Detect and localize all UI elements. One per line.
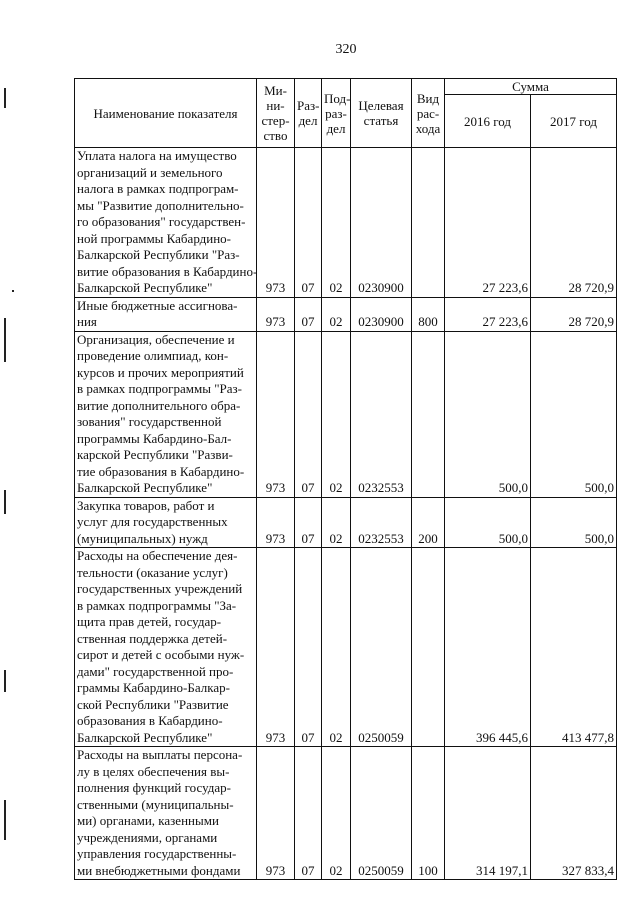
scan-artifact-dot — [12, 290, 14, 292]
row-name-line: учреждениями, органами — [77, 829, 218, 845]
row-name-line: тельности (оказание услуг) — [77, 564, 228, 580]
scan-artifact-line — [4, 318, 6, 362]
cell-target-article: 0230900 — [351, 297, 412, 331]
cell-section: 07 — [295, 548, 322, 747]
cell-ministry: 973 — [257, 297, 295, 331]
header-subsection: Под- раз- дел — [322, 79, 351, 148]
cell-subsection: 02 — [322, 297, 351, 331]
row-name-line: Организация, обеспечение и — [77, 331, 235, 347]
cell-expense-type: 800 — [412, 297, 445, 331]
cell-target-article: 0232553 — [351, 497, 412, 548]
row-name-line: Балкарской Республики "Раз- — [77, 247, 240, 262]
row-name-line: (муниципальных) нужд — [77, 530, 208, 546]
row-name-line: Закупка товаров, работ и — [77, 497, 215, 513]
cell-sum-2016: 500,0 — [445, 331, 531, 497]
cell-subsection: 02 — [322, 331, 351, 497]
header-sum: Сумма — [445, 79, 617, 95]
row-name-line: карской Республики "Разви- — [77, 447, 233, 462]
row-name-line: государственных учреждений — [77, 581, 243, 596]
header-year-2017: 2017 год — [531, 95, 617, 148]
cell-sum-2017: 28 720,9 — [531, 148, 617, 298]
cell-ministry: 973 — [257, 148, 295, 298]
row-name-line: щита прав детей, государ- — [77, 614, 222, 629]
table-body — [75, 148, 617, 880]
cell-sum-2016: 396 445,6 — [445, 548, 531, 747]
row-name-line: мы "Развитие дополнительно- — [77, 197, 244, 213]
header-target-article: Целевая статья — [351, 79, 412, 148]
row-name-line: ственная поддержка детей- — [77, 630, 228, 646]
cell-expense-type — [412, 548, 445, 747]
table-row — [75, 331, 617, 497]
table-row — [75, 747, 617, 880]
table-row — [75, 148, 617, 298]
cell-expense-type: 200 — [412, 497, 445, 548]
cell-section: 07 — [295, 747, 322, 880]
row-name — [75, 497, 257, 548]
row-name-line: услуг для государственных — [77, 514, 228, 529]
header-name: Наименование показателя — [75, 79, 257, 148]
scan-artifact-line — [4, 88, 6, 108]
row-name-line: ной программы Кабардино- — [77, 230, 232, 246]
cell-expense-type — [412, 148, 445, 298]
row-name-line: Балкарской Республике" — [77, 480, 213, 495]
cell-target-article: 0250059 — [351, 747, 412, 880]
row-name-line: го образования" государствен- — [77, 214, 246, 229]
cell-target-article: 0230900 — [351, 148, 412, 298]
cell-ministry: 973 — [257, 548, 295, 747]
table-row — [75, 548, 617, 747]
row-name-line: проведение олимпиад, кон- — [77, 348, 229, 363]
cell-sum-2016: 27 223,6 — [445, 148, 531, 298]
table-row — [75, 497, 617, 548]
cell-target-article: 0232553 — [351, 331, 412, 497]
row-name-line: витие образования в Кабардино- — [77, 263, 258, 279]
cell-sum-2017: 28 720,9 — [531, 297, 617, 331]
row-name-line: ственными (муниципальны- — [77, 796, 234, 812]
scan-artifact-line — [4, 800, 6, 840]
cell-sum-2016: 500,0 — [445, 497, 531, 548]
cell-subsection: 02 — [322, 747, 351, 880]
row-name-line: ской Республики "Развитие — [77, 696, 229, 712]
row-name-line: Балкарской Республике" — [77, 729, 213, 745]
cell-ministry: 973 — [257, 747, 295, 880]
row-name-line: в рамках подпрограммы "За- — [77, 597, 237, 613]
row-name-line: программы Кабардино-Бал- — [77, 430, 232, 446]
cell-ministry: 973 — [257, 497, 295, 548]
header-expense-type: Вид рас- хода — [412, 79, 445, 148]
row-name — [75, 331, 257, 497]
row-name-line: управления государственны- — [77, 846, 237, 861]
header-ministry: Ми- ни- стер- ство — [257, 79, 295, 148]
cell-expense-type: 100 — [412, 747, 445, 880]
cell-sum-2017: 413 477,8 — [531, 548, 617, 747]
cell-sum-2016: 27 223,6 — [445, 297, 531, 331]
cell-target-article: 0250059 — [351, 548, 412, 747]
header-year-2016: 2016 год — [445, 95, 531, 148]
row-name-line: Уплата налога на имущество — [77, 148, 237, 163]
row-name-line: курсов и прочих мероприятий — [77, 364, 244, 380]
row-name-line: Иные бюджетные ассигнова- — [77, 297, 238, 313]
row-name — [75, 297, 257, 331]
row-name-line: Балкарской Республике" — [77, 280, 213, 295]
cell-sum-2017: 327 833,4 — [531, 747, 617, 880]
page-number: 320 — [335, 42, 357, 57]
row-name — [75, 548, 257, 747]
row-name — [75, 148, 257, 298]
cell-section: 07 — [295, 148, 322, 298]
scan-artifact-line — [4, 670, 6, 692]
cell-sum-2017: 500,0 — [531, 331, 617, 497]
row-name-line: образования в Кабардино- — [77, 713, 223, 728]
row-name-line: налога в рамках подпрограм- — [77, 181, 239, 196]
row-name-line: полнения функций государ- — [77, 780, 231, 795]
row-name-line: Расходы на выплаты персона- — [77, 747, 243, 762]
cell-section: 07 — [295, 497, 322, 548]
cell-subsection: 02 — [322, 497, 351, 548]
row-name-line: сирот и детей с особыми нуж- — [77, 647, 245, 662]
table-row — [75, 297, 617, 331]
row-name-line: витие дополнительного обра- — [77, 397, 241, 413]
budget-table — [74, 78, 617, 880]
scan-artifact-line — [4, 490, 6, 514]
cell-subsection: 02 — [322, 148, 351, 298]
row-name-line: в рамках подпрограммы "Раз- — [77, 381, 242, 396]
cell-sum-2016: 314 197,1 — [445, 747, 531, 880]
cell-ministry: 973 — [257, 331, 295, 497]
row-name-line: ми) органами, казенными — [77, 813, 219, 828]
row-name-line: дами" государственной про- — [77, 663, 234, 679]
row-name-line: зования" государственной — [77, 414, 222, 429]
cell-section: 07 — [295, 297, 322, 331]
row-name-line: лу в целях обеспечения вы- — [77, 763, 230, 779]
row-name-line: организаций и земельного — [77, 164, 223, 180]
row-name-line: ния — [77, 314, 97, 329]
row-name-line: граммы Кабардино-Балкар- — [77, 680, 230, 695]
row-name — [75, 747, 257, 880]
cell-expense-type — [412, 331, 445, 497]
row-name-line: ми внебюджетными фондами — [77, 862, 241, 878]
header-section: Раз- дел — [295, 79, 322, 148]
cell-subsection: 02 — [322, 548, 351, 747]
row-name-line: Расходы на обеспечение дея- — [77, 548, 238, 563]
cell-section: 07 — [295, 331, 322, 497]
row-name-line: тие образования в Кабардино- — [77, 463, 245, 479]
cell-sum-2017: 500,0 — [531, 497, 617, 548]
